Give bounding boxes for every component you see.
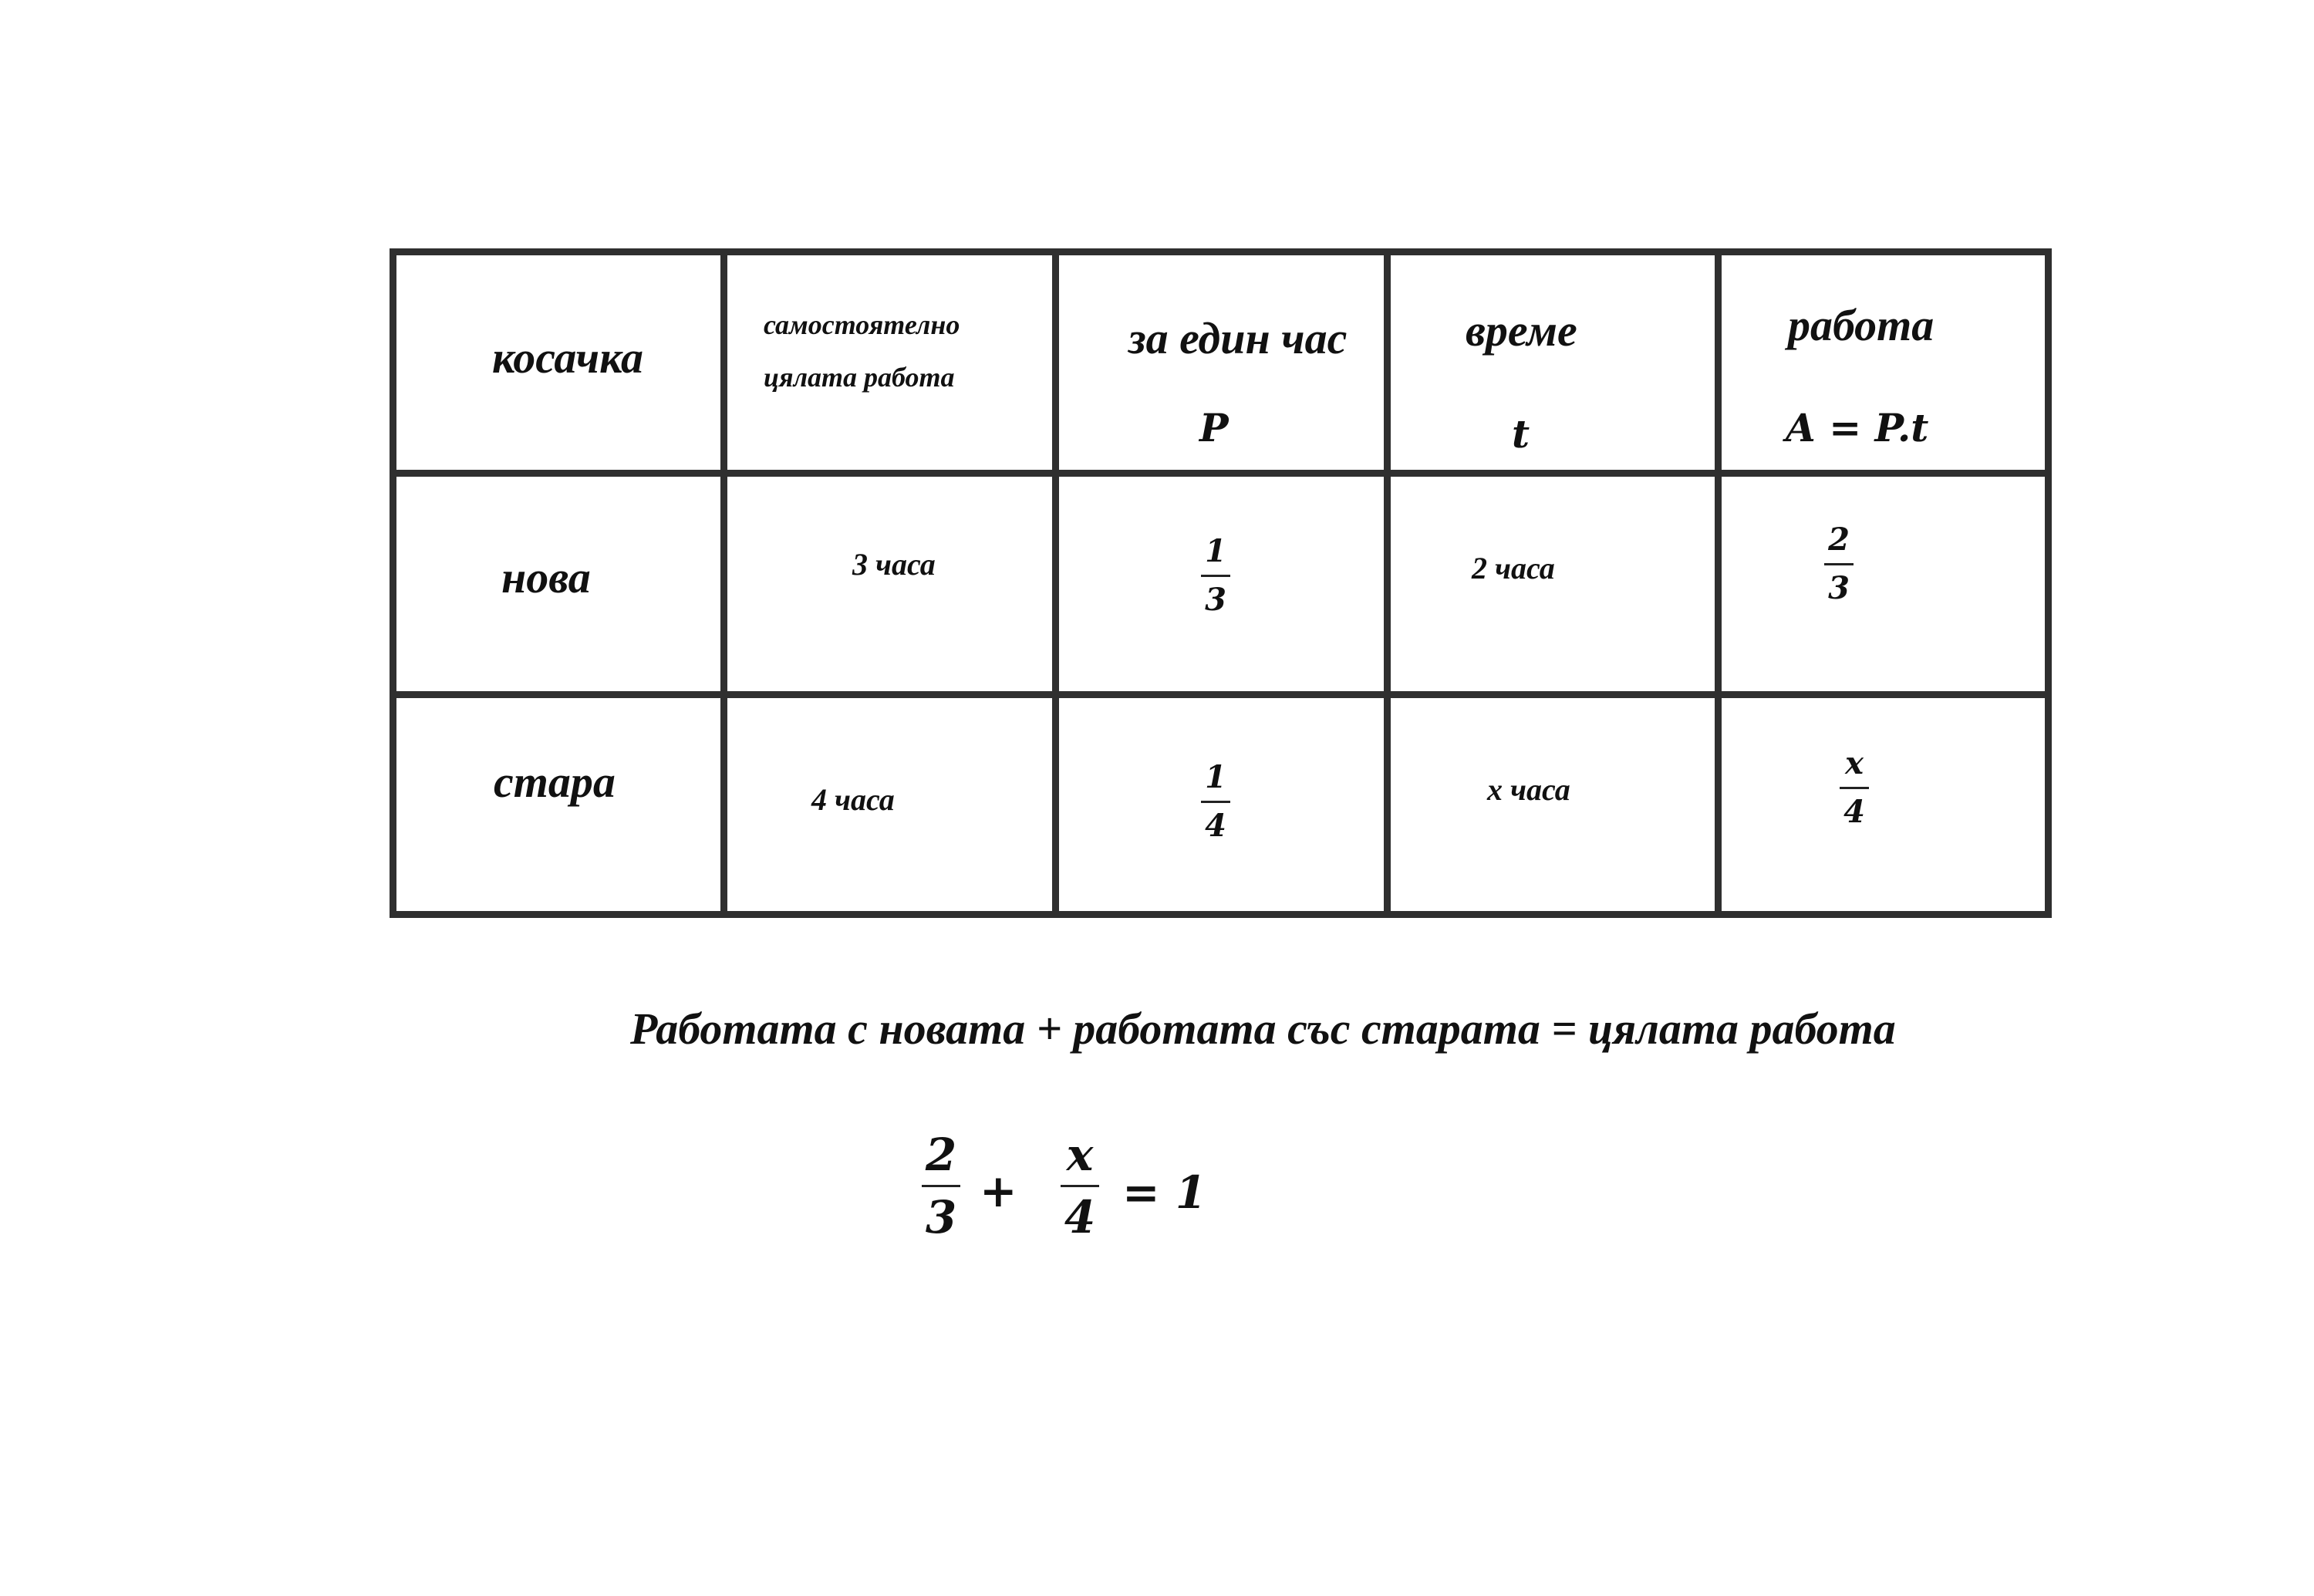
row-new-name: нова [501,552,591,602]
header-alone-line2: цялата работа [764,362,955,393]
row-old-work-fraction [1840,745,1869,830]
row-old-rate-fraction [1201,759,1230,844]
table-line-col2 [1052,248,1059,918]
fraction-bar [1201,575,1230,577]
header-time-symbol: t [1512,411,1530,457]
row-new-work-fraction [1824,521,1854,606]
table-line-top [390,248,2048,255]
equation-plus: + [980,1165,1017,1217]
fraction-bar [1824,563,1854,565]
header-work-formula: A = P.t [1786,405,1929,450]
fraction-bar [1840,787,1869,789]
fraction-bar [1061,1185,1099,1187]
equation-fraction-new-numerator: 2 [925,1129,957,1181]
equation-equals-one: = 1 [1122,1166,1207,1219]
table-line-col0 [390,248,396,918]
fraction-bar [922,1185,960,1187]
row-new-rate-fraction [1201,533,1230,618]
row-old-rate-numerator: 1 [1205,759,1226,795]
row-old-work-numerator: x [1845,745,1864,781]
equation-fraction-old-numerator: x [1066,1129,1094,1181]
row-new-rate-numerator: 1 [1205,533,1226,569]
table-line-col4 [1715,248,1722,918]
header-per-hour: за един час [1128,313,1348,363]
table-line-row1 [390,470,2048,477]
row-old-rate-denominator: 4 [1205,808,1226,844]
header-work: работа [1788,300,1935,350]
row-new-time-alone: 3 часа [852,547,936,582]
table-line-col5 [2045,248,2052,918]
row-new-work-numerator: 2 [1828,521,1850,558]
table-line-col1 [720,248,727,918]
equation-fraction-new [922,1129,960,1243]
row-old-name: стара [494,757,616,807]
row-old-time: x часа [1487,772,1570,807]
row-old-work-denominator: 4 [1843,794,1865,830]
row-new-work-denominator: 3 [1828,570,1850,606]
header-rate-symbol: P [1199,405,1229,450]
row-new-rate-denominator: 3 [1205,582,1226,618]
header-mower: косачка [492,332,644,383]
header-time: време [1466,305,1577,356]
equation-fraction-old-denominator: 4 [1064,1191,1096,1243]
table-line-col3 [1384,248,1391,918]
table-line-row2 [390,691,2048,698]
header-alone-line1: самостоятелно [764,309,960,340]
row-old-time-alone: 4 часа [811,782,895,817]
row-new-time: 2 часа [1472,551,1555,585]
table-line-bottom [390,911,2048,918]
equation-fraction-new-denominator: 3 [925,1191,957,1243]
work-equation-sentence: Работата с новата + работата със старата = цялата работа [630,1004,1896,1054]
equation-fraction-old [1061,1129,1099,1243]
fraction-bar [1201,801,1230,803]
